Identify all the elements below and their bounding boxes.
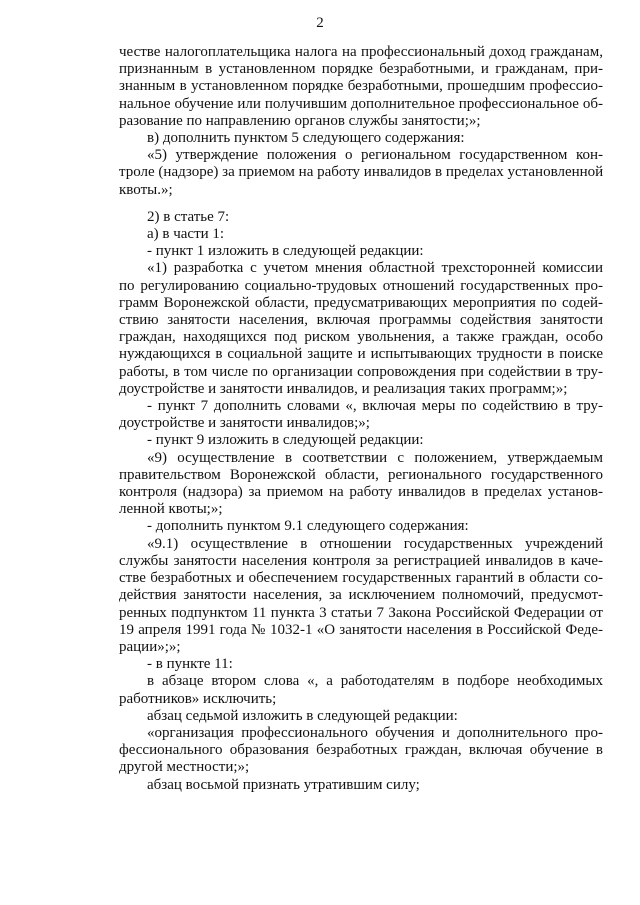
text-line: признанным в установленном порядке безработными, и гражданам, при-: [119, 61, 603, 78]
text-line: разование по направлению органов службы занятости;»;: [119, 112, 481, 129]
text-line: стве безработных и обеспечением государственных гарантий в области со-: [119, 570, 603, 587]
text-line: - в пункте 11:: [147, 656, 233, 673]
paragraph: [119, 260, 603, 398]
text-line: действия занятости населения, за исключением полномочий, предусмот-: [119, 587, 603, 604]
paragraph: [119, 147, 603, 199]
text-line: доустройстве и занятости инвалидов, и реализация таких программ;»;: [119, 380, 568, 397]
paragraph: [119, 777, 603, 794]
paragraph: [119, 708, 603, 725]
text-line: нальное обучение или получившим дополнительное профессиональное об-: [119, 95, 603, 112]
text-line: 2) в статье 7:: [147, 208, 230, 225]
paragraph: [119, 450, 603, 519]
text-line: работы, в том числе по организации сопровождения при содействии в тру-: [119, 363, 603, 380]
paragraph: [119, 243, 603, 260]
text-line: знанным в установленном порядке безработными, прошедшим профессио-: [119, 78, 603, 95]
text-line: абзац седьмой изложить в следующей редакции:: [147, 707, 458, 724]
document-body: [119, 44, 603, 794]
text-line: ренных подпунктом 11 пункта 3 статьи 7 Закона Российской Федерации от: [119, 604, 603, 621]
text-line: правительством Воронежской области, регионального государственного: [119, 466, 603, 483]
text-line: службы занятости населения контроля за регистрацией инвалидов в каче-: [119, 552, 603, 569]
paragraph: [119, 656, 603, 673]
text-line: граждан, находящихся под риском увольнения, а также граждан, особо: [119, 329, 603, 346]
paragraph: [119, 398, 603, 432]
text-line: абзац восьмой признать утратившим силу;: [147, 776, 420, 793]
text-line: - дополнить пунктом 9.1 следующего содержания:: [147, 518, 469, 535]
text-line: а) в части 1:: [147, 226, 225, 243]
text-line: ленной квоты;»;: [119, 501, 223, 518]
text-line: фессионального образования безработных граждан, включая обучение в: [119, 742, 603, 759]
paragraph: [119, 725, 603, 777]
paragraph: [119, 209, 603, 226]
paragraph: [119, 226, 603, 243]
text-line: рации»;»;: [119, 638, 181, 655]
text-line: «1) разработка с учетом мнения областной трехсторонней комиссии: [147, 260, 603, 277]
paragraph: [119, 536, 603, 656]
text-line: контроля (надзора) за приемом на работу инвалидов в пределах установ-: [119, 484, 603, 501]
text-line: другой местности;»;: [119, 759, 250, 776]
text-line: «организация профессионального обучения и дополнительного про-: [147, 724, 603, 741]
text-line: честве налогоплательщика налога на профессиональный доход гражданам,: [119, 44, 603, 60]
text-line: работников» исключить;: [119, 690, 277, 707]
text-line: в) дополнить пунктом 5 следующего содержания:: [147, 130, 465, 147]
paragraph: [119, 44, 603, 130]
text-line: - пункт 7 дополнить словами «, включая меры по содействию в тру-: [147, 398, 603, 415]
paragraph: [119, 432, 603, 449]
text-line: грамм Воронежской области, предусматривающих мероприятия по содей-: [119, 294, 603, 311]
paragraph: [119, 130, 603, 147]
text-line: ствию занятости населения, включая программы содействия занятости: [119, 312, 603, 329]
text-line: «9.1) осуществление в отношении государственных учреждений: [147, 535, 603, 552]
text-line: - пункт 9 изложить в следующей редакции:: [147, 432, 424, 449]
text-line: «5) утверждение положения о региональном государственном кон-: [147, 147, 603, 164]
text-line: 19 апреля 1991 года № 1032-1 «О занятости населения в Российской Феде-: [119, 621, 603, 638]
text-line: по регулированию социально-трудовых отношений государственных про-: [119, 277, 603, 294]
text-line: троле (надзоре) за приемом на работу инвалидов в пределах установленной: [119, 164, 604, 181]
paragraph: [119, 673, 603, 707]
text-line: нуждающихся в социальной защите и испытывающих трудности в поиске: [119, 346, 603, 363]
text-line: доустройстве и занятости инвалидов;»;: [119, 415, 370, 432]
paragraph: [119, 518, 603, 535]
page-number: 2: [316, 15, 324, 31]
text-line: «9) осуществление в соответствии с положением, утверждаемым: [147, 449, 603, 466]
text-line: - пункт 1 изложить в следующей редакции:: [147, 243, 424, 260]
text-line: в абзаце втором слова «, а работодателям в подборе необходимых: [147, 673, 603, 690]
text-line: квоты.»;: [119, 181, 173, 198]
